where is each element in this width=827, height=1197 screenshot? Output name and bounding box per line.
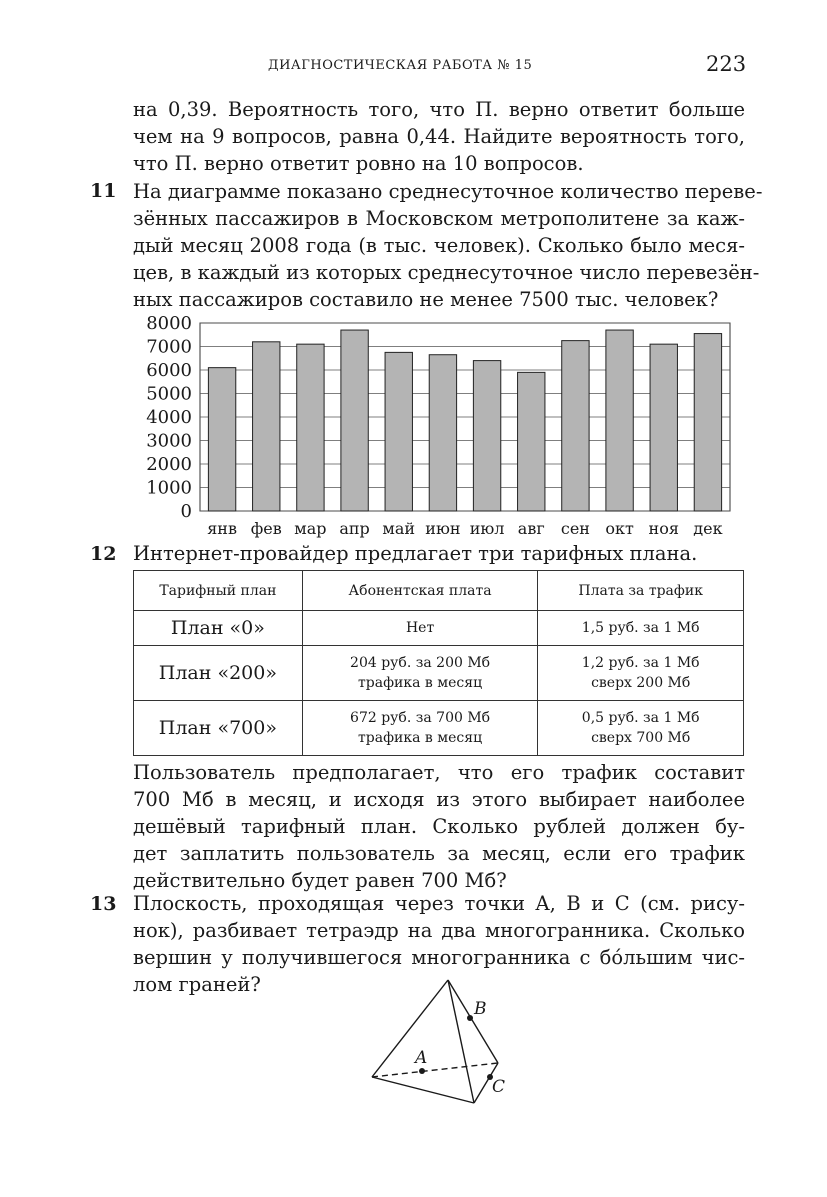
y-tick-label: 0 bbox=[180, 501, 192, 522]
text-line: Плоскость, проходящая через точки A, B и C (см. рису- bbox=[133, 892, 745, 915]
y-tick-label: 7000 bbox=[146, 336, 192, 358]
edge bbox=[372, 1077, 474, 1103]
label-c: C bbox=[492, 1077, 506, 1097]
y-tick-label: 1000 bbox=[146, 477, 192, 499]
task-number-12: 12 bbox=[90, 543, 117, 565]
bar bbox=[341, 330, 368, 511]
bar-chart bbox=[140, 312, 740, 540]
task-number-13: 13 bbox=[90, 893, 117, 915]
bar bbox=[650, 344, 677, 511]
text-line: Пользователь предполагает, что его трафик составит bbox=[133, 761, 745, 784]
hidden-edge bbox=[372, 1063, 498, 1077]
plan-name: План «700» bbox=[134, 701, 303, 756]
task-number-11: 11 bbox=[90, 180, 117, 202]
traffic-cell bbox=[538, 646, 744, 701]
y-tick-label: 6000 bbox=[146, 360, 192, 381]
y-tick-label: 2000 bbox=[146, 454, 192, 475]
text-line: что П. верно ответит ровно на 10 вопросов. bbox=[133, 152, 584, 175]
text-line: цев, в каждый из которых среднесуточное число перевезён- bbox=[133, 261, 760, 284]
bar bbox=[694, 334, 721, 511]
edge bbox=[448, 980, 474, 1103]
bar bbox=[606, 330, 633, 511]
bar bbox=[208, 368, 235, 511]
bar bbox=[385, 352, 412, 511]
x-tick-label: дек bbox=[693, 519, 723, 538]
point-a bbox=[419, 1068, 425, 1074]
x-tick-label: окт bbox=[605, 519, 634, 538]
text-line: на 0,39. Вероятность того, что П. верно ответит больше bbox=[133, 98, 745, 121]
cell-line: 1,2 руб. за 1 Мб bbox=[581, 655, 700, 671]
x-tick-label: сен bbox=[560, 519, 590, 538]
label-b: B bbox=[474, 999, 487, 1019]
page-number: 223 bbox=[706, 52, 747, 76]
x-tick-label: ноя bbox=[648, 519, 679, 538]
task12-question bbox=[133, 540, 745, 567]
text-line: нок), разбивает тетраэдр на два многогранника. Сколько bbox=[133, 919, 745, 942]
tetrahedron-figure bbox=[360, 975, 530, 1115]
text-line: На диаграмме показано среднесуточное количество переве- bbox=[133, 180, 763, 203]
table-header-cell: Абонентская плата bbox=[302, 571, 538, 611]
x-tick-label: фев bbox=[250, 519, 282, 538]
x-tick-label: май bbox=[382, 519, 416, 538]
cell-line: Нет bbox=[405, 620, 435, 636]
x-tick-label: мар bbox=[294, 519, 327, 538]
bar bbox=[518, 372, 545, 511]
text-line: лом граней? bbox=[133, 973, 261, 996]
bar bbox=[473, 361, 500, 511]
cell-line: 672 руб. за 700 Мб bbox=[350, 710, 491, 726]
task11-text bbox=[133, 178, 763, 313]
running-header: ДИАГНОСТИЧЕСКАЯ РАБОТА № 15 bbox=[268, 58, 533, 73]
text-line: Интернет-провайдер предлагает три тарифных плана. bbox=[133, 542, 698, 565]
tariff-table bbox=[133, 570, 744, 756]
table-row bbox=[134, 646, 744, 701]
x-tick-label: авг bbox=[517, 519, 545, 538]
bar bbox=[253, 342, 280, 511]
fee-cell bbox=[302, 646, 538, 701]
table-header-cell: Плата за трафик bbox=[538, 571, 744, 611]
cell-line: 1,5 руб. за 1 Мб bbox=[581, 620, 700, 636]
table-row bbox=[134, 611, 744, 646]
point-b bbox=[467, 1015, 473, 1021]
y-tick-label: 5000 bbox=[146, 383, 192, 405]
cell-line: 204 руб. за 200 Мб bbox=[350, 655, 491, 671]
cell-line: сверх 700 Мб bbox=[591, 730, 691, 746]
plan-name: План «0» bbox=[134, 611, 303, 646]
text-line: дет заплатить пользователь за месяц, если его трафик bbox=[133, 842, 745, 865]
text-line: дый месяц 2008 года (в тыс. человек). Сколько было меся- bbox=[133, 234, 745, 257]
traffic-cell bbox=[538, 701, 744, 756]
edge bbox=[448, 980, 498, 1063]
edge bbox=[372, 980, 448, 1077]
y-tick-label: 8000 bbox=[146, 313, 192, 334]
fee-cell bbox=[302, 611, 538, 646]
x-tick-label: июн bbox=[425, 519, 461, 538]
cell-line: трафика в месяц bbox=[358, 675, 483, 691]
bar bbox=[562, 341, 589, 511]
bar bbox=[429, 355, 456, 511]
text-line: 700 Мб в месяц, и исходя из этого выбирает наиболее bbox=[133, 788, 745, 811]
traffic-cell bbox=[538, 611, 744, 646]
fee-cell bbox=[302, 701, 538, 756]
text-line: действительно будет равен 700 Мб? bbox=[133, 869, 507, 892]
task12-text bbox=[133, 759, 745, 894]
x-tick-label: апр bbox=[339, 519, 370, 538]
intro-paragraph bbox=[133, 96, 745, 177]
label-a: A bbox=[415, 1048, 428, 1068]
cell-line: 0,5 руб. за 1 Мб bbox=[581, 710, 700, 726]
text-line: дешёвый тарифный план. Сколько рублей должен бу- bbox=[133, 815, 745, 838]
text-line: зённых пассажиров в Московском метрополитене за каж- bbox=[133, 207, 745, 230]
cell-line: сверх 200 Мб bbox=[591, 675, 691, 691]
cell-line: трафика в месяц bbox=[358, 730, 483, 746]
text-line: вершин у получившегося многогранника с бо́льшим чис- bbox=[133, 946, 745, 969]
table-row bbox=[134, 701, 744, 756]
x-tick-label: июл bbox=[469, 519, 505, 538]
text-line: ных пассажиров составило не менее 7500 тыс. человек? bbox=[133, 288, 719, 311]
y-tick-label: 4000 bbox=[146, 407, 192, 428]
table-header-cell: Тарифный план bbox=[134, 571, 303, 611]
x-tick-label: янв bbox=[207, 519, 237, 538]
y-tick-label: 3000 bbox=[146, 430, 192, 452]
bar bbox=[297, 344, 324, 511]
table-header-row bbox=[134, 571, 744, 611]
text-line: чем на 9 вопросов, равна 0,44. Найдите вероятность того, bbox=[133, 125, 745, 148]
plan-name: План «200» bbox=[134, 646, 303, 701]
